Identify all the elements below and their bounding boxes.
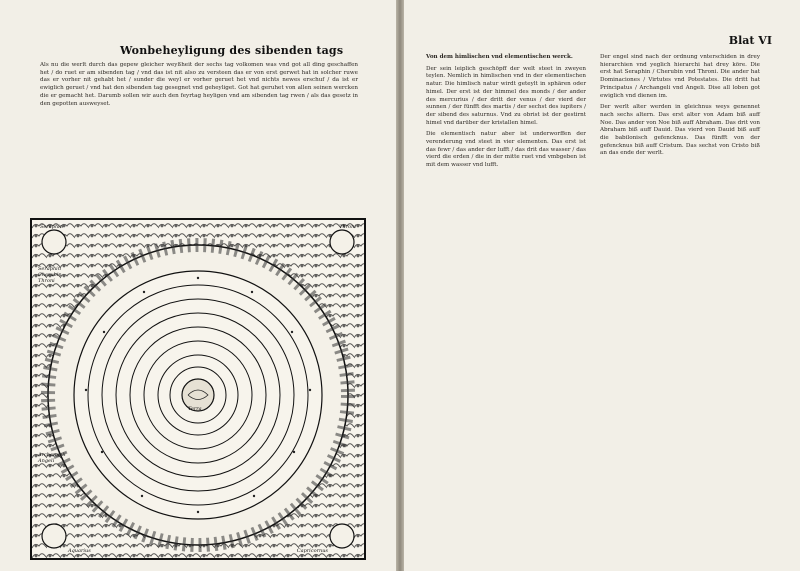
label-top-left: Seraphin [40,224,63,230]
column-heading: Von dem himlischen vnd elementischen werck. [426,54,573,60]
label-bottom-right: Capricornus [296,548,328,554]
intro-text-block [40,62,358,108]
column-left [426,54,586,170]
column-right-paragraph-1: Der engel sind nach der ordnung vnterschiden in drey hierarchien vnd yeglich hierarchi hat drey köre. Die erst hat Seraphin / Cherubin vnd Throni. Die ander hat Dominaciones / Virtutes vnd Potestates. Die dritt hat Principatus / Archangeli vnd Angeli. Dise all loben got ewiglich vnd dienen im. [600,54,760,99]
wind-head-bottom-right [330,524,354,548]
left-page [0,0,396,571]
column-right [600,54,760,158]
label-bottom-left: Aquarius [68,548,91,554]
page-heading: Wonbeheyligung des sibenden tags [120,44,344,57]
right-page [404,0,800,571]
label-top-right: Throni [339,224,356,230]
column-right-paragraph-2: Der werlt alter werden in gleichnus weys genennet nach sechs altern. Das erst alter von Adam biß auff Noe. Das ander von Noe biß auff Abraham. Das drit von Abraham biß auff Dauid. Das vierd von Dauid biß auff die babilonisch gefencknus. Das fünfft von der gefencknus biß auff Cristum. Das sechst von Cristo biß an das ende der werlt. [600,104,760,157]
cosmos-woodcut-illustration [30,218,366,560]
book-gutter [396,0,404,571]
wind-head-bottom-left [42,524,66,548]
wind-head-top-right [330,230,354,254]
folio-number: Blat VI [728,34,772,47]
column-left-paragraph-1: Der sein leiplich geschöpff der welt steet in zweyen teylen. Nemlich in himlischen vnd in der elementischen natur. Die himlisch natur wirdt geteylt in sphären oder himel. Der erst ist der himmel des monds / der ander des mercurius / der dritt der venus / der vierd der sunnen / der fünfft des martis / der sechst des iupiters / der sibend des saturnus. Vnd zu obrist ist der gestirnt himel vnd darüber der kristallen himel. [426,65,586,126]
label-center: Terra [188,406,202,412]
cosmos-woodcut-drawing [32,220,364,558]
column-left-paragraph-2: Die elementisch natur aber ist underworffen der verenderung vnd steet in vier elementen. Das erst ist das fewr / das ander der lufft / das drit das wasser / das vierd die erden / die in der mitte ruet vnd vmbgeben ist mit dem wasser vnd lufft. [426,131,586,169]
label-lower-left: Archangeli Angeli [38,452,66,464]
wind-head-top-left [42,230,66,254]
intro-paragraph: Als nu die werlt durch das gepew gleicher weyßheit der sechs tag volkomen was vnd got all ding geschaffen het / do ruet er am sibenden tag / vnd das ist nit also zu versteen das er von erst gerwet hat in solcher ruwe das er vorher nit gehabt het / sunder die weyl er vorher geruet het vnd nichts newes erschuf / da ist er ewiglich geruet / vnd hat den sibenden tag gesegnet vnd geheyliget. Got hat geruhet von allen seinen wercken die er gemacht het. Darumb sollen wir auch den feyrtag heyligen vnd am sibenden tag rwen / als das gesetz in den gepotten ausweyset. [40,62,358,107]
label-upper-left: Seraphin Cherubin Throni [38,266,62,284]
